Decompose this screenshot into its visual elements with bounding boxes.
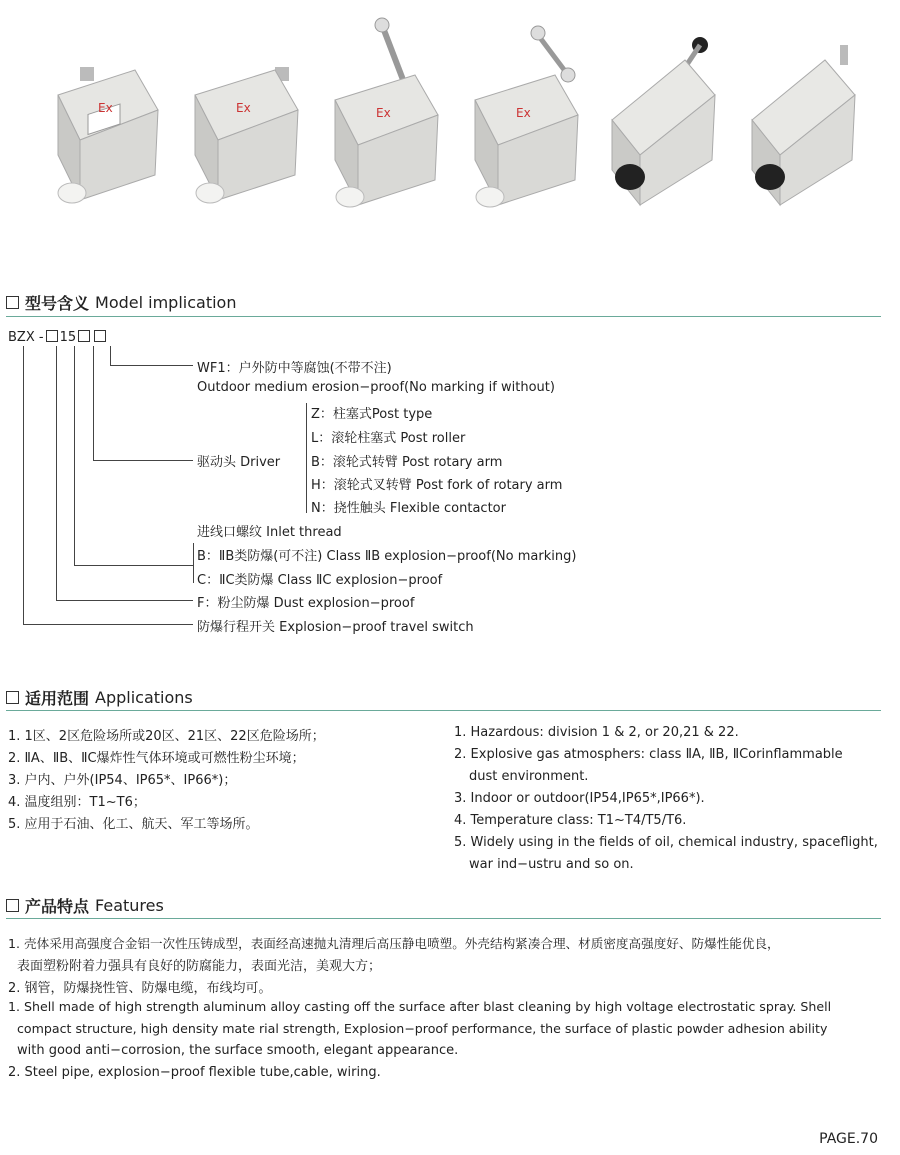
model-line: H：滚轮式叉转臂 Post fork of rotary arm bbox=[311, 478, 563, 493]
feature-line: 表面塑粉附着力强具有良好的防腐能力，表面光洁，美观大方； bbox=[17, 959, 382, 974]
tree-line bbox=[93, 346, 94, 460]
application-en-item: 3. Indoor or outdoor(IP54,IP65*,IP66*). bbox=[454, 791, 705, 806]
checkbox-square-icon bbox=[6, 296, 19, 309]
model-line: 驱动头 Driver bbox=[197, 455, 281, 470]
code-slot-square-icon bbox=[94, 330, 106, 342]
product-photo-2 bbox=[180, 15, 310, 225]
model-line: F：粉尘防爆 Dust explosion−proof bbox=[197, 596, 415, 611]
code-slot-square-icon bbox=[78, 330, 90, 342]
feature-line: 1. Shell made of high strength aluminum alloy casting off the surface after blast cleaning by high voltage electrostatic spray. Shell bbox=[8, 999, 832, 1014]
product-photo-4 bbox=[460, 15, 590, 225]
feature-line: compact structure, high density mate rial strength, Explosion−proof performance, the surface of plastic powder adhesion ability bbox=[17, 1021, 828, 1036]
tree-line bbox=[23, 346, 24, 624]
tree-line bbox=[193, 543, 194, 583]
application-en-item: 4. Temperature class: T1~T4/T5/T6. bbox=[454, 813, 687, 828]
features-section-heading: 产品特点 Features bbox=[6, 894, 164, 917]
tree-line bbox=[23, 624, 193, 625]
tree-line bbox=[56, 600, 193, 601]
product-photo-6 bbox=[740, 15, 870, 225]
product-photo-row bbox=[40, 15, 880, 225]
feature-line: 2. Steel pipe, explosion−proof flexible tube,cable, wiring. bbox=[8, 1065, 381, 1080]
checkbox-square-icon bbox=[6, 899, 19, 912]
application-en-item: dust environment. bbox=[469, 769, 589, 784]
model-line: 进线口螺纹 Inlet thread bbox=[197, 525, 342, 540]
applications-section-heading: 适用范围 Applications bbox=[6, 686, 193, 709]
product-photo-3 bbox=[320, 15, 450, 225]
application-cn-item: 4. 温度组别：T1~T6； bbox=[8, 795, 146, 810]
model-line: Z：柱塞式Post type bbox=[311, 407, 433, 422]
tree-line bbox=[56, 346, 57, 600]
model-line: B：ⅡB类防爆(可不注) Class ⅡB explosion−proof(No marking) bbox=[197, 549, 577, 564]
code-slot-square-icon bbox=[46, 330, 58, 342]
feature-line: 1. 壳体采用高强度合金铝一次性压铸成型，表面经高速抛丸清理后高压静电喷塑。外壳结构紧凑合理、材质密度高强度好、防爆性能优良， bbox=[8, 936, 780, 951]
feature-line: with good anti−corrosion, the surface smooth, elegant appearance. bbox=[17, 1043, 459, 1058]
page-number: PAGE.70 bbox=[819, 1131, 878, 1147]
model-line: N：挠性触头 Flexible contactor bbox=[311, 501, 506, 516]
feature-line: 2. 钢管，防爆挠性管、防爆电缆，布线均可。 bbox=[8, 981, 272, 996]
model-line: Outdoor medium erosion−proof(No marking if without) bbox=[197, 380, 555, 395]
section-divider bbox=[6, 918, 881, 919]
tree-line bbox=[74, 346, 75, 565]
model-line: C：ⅡC类防爆 Class ⅡC explosion−proof bbox=[197, 573, 443, 588]
product-ex-label: Ex bbox=[516, 106, 531, 120]
model-section-heading: 型号含义 Model implication bbox=[6, 291, 236, 314]
model-line: L：滚轮柱塞式 Post roller bbox=[311, 431, 466, 446]
product-ex-label: Ex bbox=[376, 106, 391, 120]
tree-line bbox=[306, 403, 307, 513]
tree-line bbox=[110, 365, 193, 366]
application-cn-item: 2. ⅡA、ⅡB、ⅡC爆炸性气体环境或可燃性粉尘环境； bbox=[8, 751, 305, 766]
application-en-item: 5. Widely using in the fields of oil, chemical industry, spaceflight, bbox=[454, 835, 878, 850]
section-divider bbox=[6, 316, 881, 317]
tree-line bbox=[74, 565, 193, 566]
application-en-item: 2. Explosive gas atmosphers: class ⅡA, ⅡB, ⅡCorinflammable bbox=[454, 747, 843, 762]
application-cn-item: 5. 应用于石油、化工、航天、军工等场所。 bbox=[8, 817, 259, 832]
application-en-item: war ind−ustru and so on. bbox=[469, 857, 634, 872]
application-en-item: 1. Hazardous: division 1 & 2, or 20,21 & 22. bbox=[454, 725, 739, 740]
product-ex-label: Ex bbox=[236, 101, 251, 115]
application-cn-item: 3. 户内、户外(IP54、IP65*、IP66*)； bbox=[8, 773, 237, 788]
tree-line bbox=[93, 460, 193, 461]
application-cn-item: 1. 1区、2区危险场所或20区、21区、22区危险场所； bbox=[8, 729, 325, 744]
checkbox-square-icon bbox=[6, 691, 19, 704]
model-line: WF1：户外防中等腐蚀(不带不注) bbox=[197, 361, 392, 376]
product-photo-5 bbox=[600, 15, 730, 225]
product-photo-1 bbox=[40, 15, 170, 225]
section-divider bbox=[6, 710, 881, 711]
tree-line bbox=[110, 346, 111, 365]
model-line: 防爆行程开关 Explosion−proof travel switch bbox=[197, 620, 474, 635]
product-ex-label: Ex bbox=[98, 101, 113, 115]
model-code: BZX - 15 bbox=[8, 330, 108, 345]
model-line: B：滚轮式转臂 Post rotary arm bbox=[311, 455, 503, 470]
